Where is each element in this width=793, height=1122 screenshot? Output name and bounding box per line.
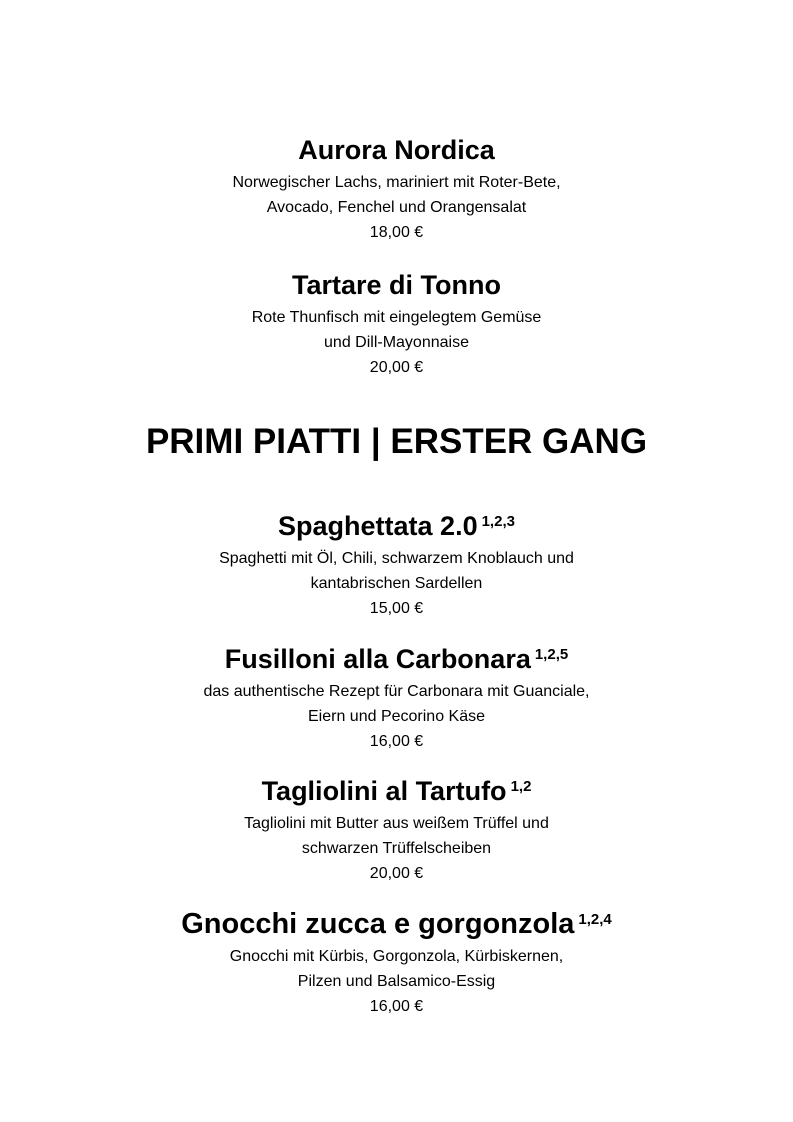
dish-name: Tartare di Tonno — [292, 270, 501, 300]
dish-description-line: Rote Thunfisch mit eingelegtem Gemüse — [251, 309, 542, 326]
dish-title — [0, 908, 793, 940]
dish-price: 15,00 € — [369, 600, 424, 617]
dish-title — [0, 134, 793, 166]
section-heading-primi: PRIMI PIATTI | ERSTER GANG — [145, 422, 648, 461]
dish-name: Spaghettata 2.0 — [278, 511, 478, 541]
allergen-codes: 1,2,3 — [481, 513, 515, 530]
dish-gnocchi-zucca-gorgonzola — [0, 908, 793, 1019]
dish-description-line: Avocado, Fenchel und Orangensalat — [266, 199, 527, 216]
dish-description-line: und Dill-Mayonnaise — [324, 334, 469, 351]
dish-description-line: Gnocchi mit Kürbis, Gorgonzola, Kürbiskernen, — [229, 948, 564, 965]
allergen-codes: 1,2,4 — [578, 911, 612, 928]
dish-tartare-di-tonno — [0, 269, 793, 380]
dish-price: 20,00 € — [369, 865, 424, 882]
allergen-codes: 1,2,5 — [534, 646, 569, 663]
dish-spaghettata — [0, 510, 793, 621]
dish-description-line: das authentische Rezept für Carbonara mit Guanciale, — [203, 683, 590, 700]
dish-fusilloni-carbonara — [0, 643, 793, 754]
dish-tagliolini-tartufo — [0, 775, 793, 886]
dish-description-line: Norwegischer Lachs, mariniert mit Roter-Bete, — [232, 174, 561, 191]
dish-title — [0, 643, 793, 675]
dish-aurora-nordica — [0, 134, 793, 245]
dish-description-line: Pilzen und Balsamico-Essig — [297, 973, 496, 990]
dish-description-line: schwarzen Trüffelscheiben — [301, 840, 492, 857]
dish-name: Aurora Nordica — [298, 135, 495, 165]
dish-description-line: Spaghetti mit Öl, Chili, schwarzem Knoblauch und — [219, 550, 574, 567]
dish-description-line: Tagliolini mit Butter aus weißem Trüffel und — [244, 815, 549, 832]
dish-title — [0, 269, 793, 301]
dish-price: 18,00 € — [369, 224, 424, 241]
dish-title — [0, 775, 793, 807]
allergen-codes: 1,2 — [510, 778, 532, 795]
dish-price: 20,00 € — [369, 359, 424, 376]
dish-description-line: Eiern und Pecorino Käse — [308, 708, 485, 725]
dish-title — [0, 510, 793, 542]
dish-price: 16,00 € — [369, 733, 424, 750]
dish-name: Gnocchi zucca e gorgonzola — [181, 908, 575, 940]
dish-price: 16,00 € — [369, 998, 424, 1015]
dish-name: Tagliolini al Tartufo — [261, 776, 507, 806]
dish-description-line: kantabrischen Sardellen — [310, 575, 483, 592]
dish-name: Fusilloni alla Carbonara — [224, 644, 531, 674]
